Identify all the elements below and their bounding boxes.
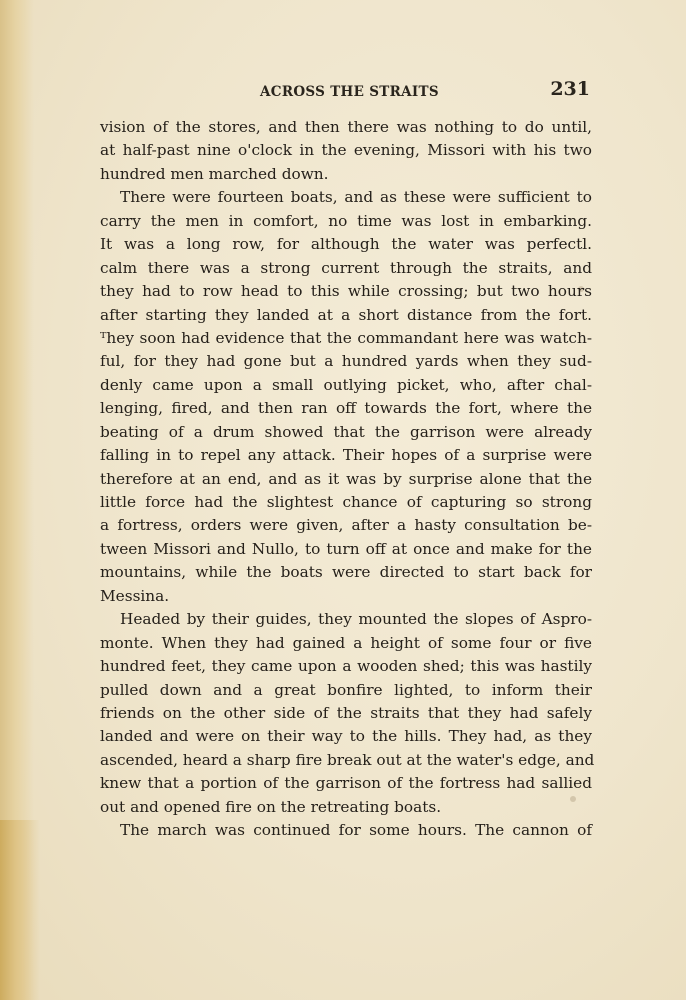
- body-text: [100, 116, 595, 843]
- page-stain: [0, 820, 40, 1000]
- text-line: hundred men marched down.: [100, 164, 329, 183]
- text-line: vision of the stores, and then there was nothing to do until,: [100, 118, 592, 136]
- text-line: calm there was a strong current through the straits, and: [100, 258, 592, 277]
- text-line: The march was continued for some hours. The cannon of: [120, 821, 592, 840]
- text-line: Messina.: [100, 586, 170, 605]
- text-line: out and opened fire on the retreating boats.: [100, 797, 442, 816]
- text-line: pulled down and a great bonfire lighted, to inform their: [100, 680, 592, 699]
- text-line: ascended, heard a sharp fire break out at the water's edge, and: [100, 750, 595, 769]
- text-line: It was a long row, for although the water was perfectl.: [100, 235, 592, 254]
- text-line: friends on the other side of the straits that they had safely: [100, 703, 592, 722]
- text-line: therefore at an end, and as it was by surprise alone that the: [100, 469, 592, 488]
- running-head: ACROSS THE STRAITS: [260, 84, 439, 100]
- text-line: Headed by their guides, they mounted the slopes of Aspro-: [120, 610, 592, 629]
- text-line: lenging, fired, and then ran off towards the fort, where the: [100, 399, 592, 418]
- text-line: There were fourteen boats, and as these were sufficient to: [120, 188, 592, 207]
- text-line: hundred feet, they came upon a wooden shed; this was hastily: [100, 657, 592, 676]
- text-line: ful, for they had gone but a hundred yards when they sud-: [100, 352, 592, 371]
- text-line: tween Missori and Nullo, to turn off at once and make for the: [100, 539, 592, 558]
- text-line: knew that a portion of the garrison of the fortress had sallied: [100, 774, 592, 793]
- text-line: ᵀhey soon had evidence that the commandant here was watch-: [100, 328, 592, 347]
- page-number: 231: [550, 78, 590, 100]
- text-line: at half-past nine o'clock in the evening, Missori with his two: [100, 141, 592, 160]
- text-line: they had to row head to this while crossing; but two hours: [100, 282, 592, 301]
- text-line: little force had the slightest chance of capturing so strong: [100, 493, 592, 511]
- text-line: after starting they landed at a short distance from the fort.: [100, 305, 592, 324]
- text-line: denly came upon a small outlying picket, who, after chal-: [100, 375, 592, 394]
- text-line: mountains, while the boats were directed to start back for: [100, 563, 592, 582]
- text-line: beating of a drum showed that the garrison were already: [100, 422, 592, 441]
- text-line: a fortress, orders were given, after a hasty consultation be-: [100, 516, 592, 535]
- text-line: monte. When they had gained a height of some four or five: [100, 633, 592, 652]
- page-header: [100, 78, 592, 104]
- text-line: falling in to repel any attack. Their hopes of a surprise were: [100, 446, 592, 465]
- text-line: landed and were on their way to the hills. They had, as they: [100, 727, 592, 746]
- text-line: carry the men in comfort, no time was lost in embarking.: [100, 211, 592, 230]
